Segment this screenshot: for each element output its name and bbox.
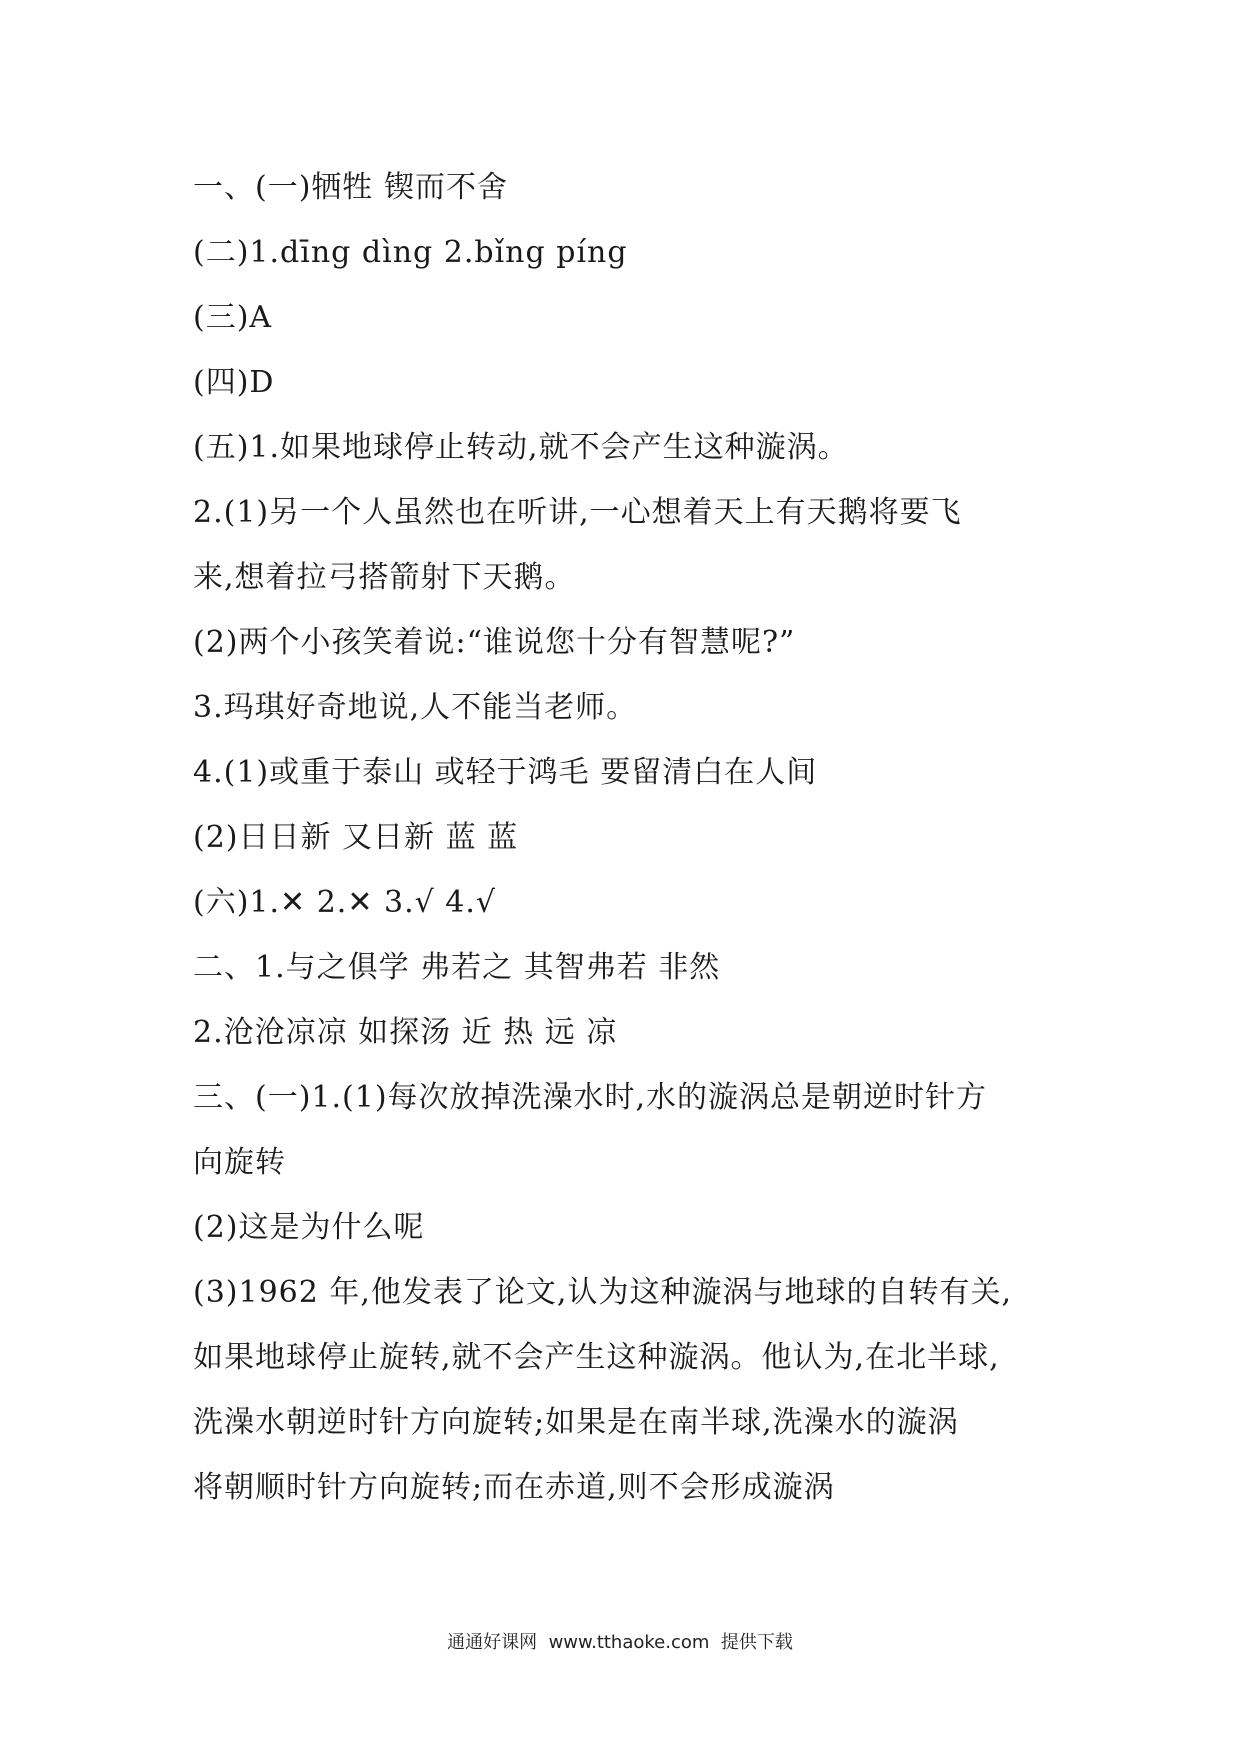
- answer-line: 三、(一)1.(1)每次放掉洗澡水时,水的漩涡总是朝逆时针方: [193, 1080, 988, 1115]
- answer-line: (2)两个小孩笑着说:“谁说您十分有智慧呢?”: [193, 625, 796, 660]
- answer-line: 2.沧沧凉凉 如探汤 近 热 远 凉: [193, 1015, 618, 1050]
- answer-line: 如果地球停止旋转,就不会产生这种漩涡。他认为,在北半球,: [193, 1340, 1000, 1375]
- answer-line: (2)这是为什么呢: [193, 1210, 425, 1245]
- answer-line: 4.(1)或重于泰山 或轻于鸿毛 要留清白在人间: [193, 755, 818, 790]
- answer-list: [193, 155, 1093, 1520]
- answer-line: 一、(一)牺牲 锲而不舍: [193, 170, 508, 205]
- answer-line: (二)1.dīng dìng 2.bǐng píng: [193, 235, 628, 270]
- answer-line: 二、1.与之俱学 弗若之 其智弗若 非然: [193, 950, 721, 985]
- answer-line: 洗澡水朝逆时针方向旋转;如果是在南半球,洗澡水的漩涡: [193, 1405, 959, 1440]
- answer-line: (三)A: [193, 300, 273, 335]
- answer-line: (六)1.✕ 2.✕ 3.√ 4.√: [193, 885, 497, 920]
- answer-line: (2)日日新 又日新 蓝 蓝: [193, 820, 519, 855]
- answer-line: 将朝顺时针方向旋转;而在赤道,则不会形成漩涡: [193, 1470, 835, 1505]
- answer-line: (四)D: [193, 365, 275, 400]
- answer-line: 3.玛琪好奇地说,人不能当老师。: [193, 690, 638, 725]
- answer-line: (3)1962 年,他发表了论文,认为这种漩涡与地球的自转有关,: [193, 1275, 1012, 1310]
- answer-line: 来,想着拉弓搭箭射下天鹅。: [193, 560, 576, 595]
- answer-line: (五)1.如果地球停止转动,就不会产生这种漩涡。: [193, 430, 849, 465]
- answer-line: 向旋转: [193, 1145, 286, 1180]
- page-footer: 通通好课网 www.tthaoke.com 提供下载: [447, 1632, 793, 1653]
- answer-line: 2.(1)另一个人虽然也在听讲,一心想着天上有天鹅将要飞: [193, 495, 962, 530]
